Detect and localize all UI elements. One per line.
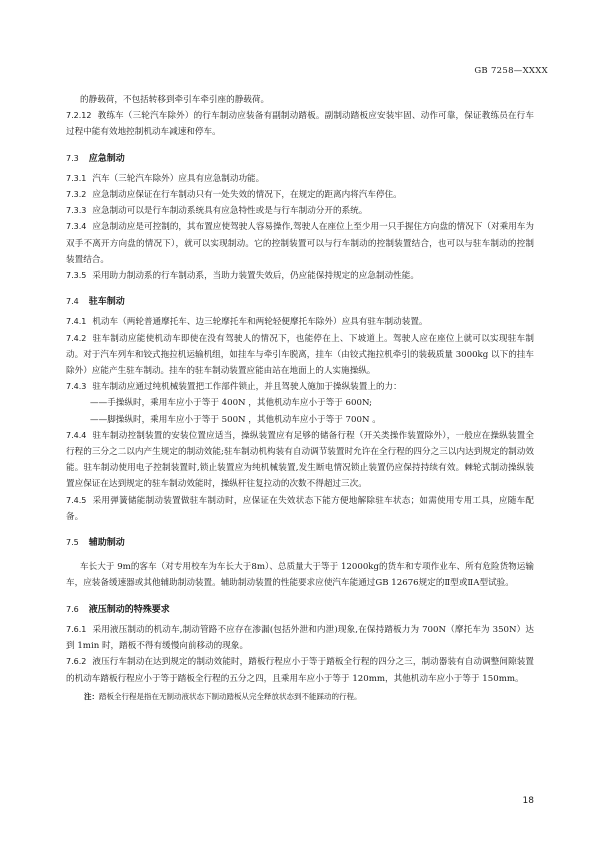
section-title: 液压制动的特殊要求 bbox=[88, 604, 170, 615]
page-number: 18 bbox=[522, 796, 534, 806]
note bbox=[84, 691, 534, 703]
clause-text: 采用助力制动系的行车制动系，当助力装置失效后，仍应能保持规定的应急制动性能。 bbox=[92, 271, 419, 282]
section-heading bbox=[66, 294, 534, 310]
section-heading bbox=[66, 535, 534, 551]
standard-code: GB 7258—XXXX bbox=[474, 66, 548, 76]
section-title: 应急制动 bbox=[88, 153, 125, 164]
clause-paragraph bbox=[66, 493, 534, 525]
clause-text: 应急制动应保证在行车制动只有一处失效的情况下，在规定的距离内将汽车停住。 bbox=[92, 190, 402, 201]
clause-paragraph bbox=[66, 203, 534, 219]
clause-number: 7.4.4 bbox=[66, 430, 87, 440]
section-heading bbox=[66, 151, 534, 167]
clause-paragraph bbox=[66, 428, 534, 493]
clause-number: 7.6.2 bbox=[66, 657, 87, 667]
clause-number: 7.4.5 bbox=[66, 495, 87, 505]
section-number: 7.4 bbox=[66, 297, 79, 307]
clause-text: 采用液压制动的机动车,制动管路不应存在渗漏(包括外泄和内泄)现象,在保持踏板力为 700N（摩托车为 350N）达到 1min 时，踏板不得有缓慢向前移动的现象。 bbox=[66, 624, 534, 652]
clause-text: 机动车（两轮普通摩托车、边三轮摩托车和两轮轻便摩托车除外）应具有驻车制动装置。 bbox=[92, 317, 428, 328]
clause-text: 应急制动应是可控制的，其布置应使驾驶人容易操作,驾驶人在座位上至少用一只手握住方向盘的情况下（对乘用车为双手不离开方向盘的情况下），就可以实现制动。它的控制装置可以与行车制动的控制装置结合，也可以与驻车制动的控制装置结合。 bbox=[66, 222, 534, 265]
clause-paragraph bbox=[66, 187, 534, 203]
clause-text: 液压行车制动在达到规定的制动效能时，踏板行程应小于等于踏板全行程的四分之三，制动器装有自动调整间隙装置的机动车踏板行程应小于等于踏板全行程的五分之四，且乘用车应小于等于 120mm，其他机动车应小于等于 150mm。 bbox=[66, 657, 534, 684]
note-text: 踏板全行程是指在无制动液状态下制动踏板从完全释放状态到不能踩动的行程。 bbox=[99, 691, 362, 701]
clause-paragraph bbox=[66, 379, 534, 395]
clause-text: 驻车制动应能使机动车即使在没有驾驶人的情况下，也能停在上、下坡道上。驾驶人应在座位上就可以实现驻车制动。对于汽车列车和铰式拖拉机运输机组，如挂车与牵引车脱离，挂车（由铰式拖拉机牵引的装载质量 3000kg 以下的挂车除外）应能产生驻车制动。挂车的驻车制动装置应能由站在地面上的人实施操纵。 bbox=[66, 333, 534, 377]
list-item: ——手操纵时，乘用车应小于等于 400N ，其他机动车应小于等于 600N; bbox=[90, 398, 373, 409]
clause-text: 应急制动可以是行车制动系统具有应急特性或是与行车制动分开的系统。 bbox=[92, 206, 368, 217]
clause-number: 7.4.2 bbox=[66, 333, 87, 343]
clause-text: 教练车（三轮汽车除外）的行车制动应装备有副制动踏板。副制动踏板应安装牢固、动作可靠，保证教练员在行车过程中能有效地控制机动车减速和停车。 bbox=[66, 111, 534, 138]
clause-paragraph bbox=[66, 314, 534, 330]
clause-number: 7.3.2 bbox=[66, 190, 87, 200]
clause-text: 采用弹簧储能制动装置做驻车制动时，应保证在失效状态下能方便地解除驻车状态；如需使用专用工具，应随车配备。 bbox=[66, 495, 534, 522]
section-title: 辅助制动 bbox=[88, 538, 125, 549]
clause-paragraph bbox=[66, 92, 534, 108]
section-title: 驻车制动 bbox=[88, 297, 125, 308]
clause-paragraph bbox=[66, 654, 534, 686]
clause-text: 驻车制动控制装置的安装位置应适当，操纵装置应有足够的储备行程（开关类操作装置除外），一般应在操纵装置全行程的三分之二以内产生规定的制动效能;驻车制动机构装有自动调节装置时允许在全行程的四分之三以内达到规定的制动效能。驻车制动使用电子控制装置时,锁止装置应为纯机械装置,发生断电情况锁止装置仍应保持持续有效。棘轮式制动操纵装置应保证在达到规定的驻车制动效能时，操纵杆往复拉动的次数不得超过三次。 bbox=[66, 430, 534, 490]
clause-number: 7.2.12 bbox=[66, 111, 92, 121]
clause-paragraph bbox=[66, 219, 534, 268]
list-item: ——脚操纵时，乘用车应小于等于 500N ，其他机动车应小于等于 700N 。 bbox=[90, 414, 381, 425]
clause-text: 车长大于 9m的客车（对专用校车为车长大于8m）、总质量大于等于 12000kg的货车和专项作业车、所有危险货物运输车，应装备缓速器或其他辅助制动装置。辅助制动装置的性能要求应使汽车能通过GB 12676规定的Ⅱ型或ⅡA型试验。 bbox=[66, 562, 534, 589]
page-content bbox=[66, 92, 534, 703]
clause-text: 的静载荷，不包括转移到牵引车牵引座的静载荷。 bbox=[80, 95, 270, 105]
clause-paragraph bbox=[66, 108, 534, 140]
clause-paragraph bbox=[66, 622, 534, 654]
clause-paragraph bbox=[66, 559, 534, 591]
clause-text: 汽车（三轮汽车除外）应具有应急制动功能。 bbox=[92, 173, 265, 184]
section-number: 7.6 bbox=[66, 604, 79, 614]
clause-text: 驻车制动应通过纯机械装置把工作部件锁止，并且驾驶人施加于操纵装置上的力： bbox=[92, 382, 402, 393]
section-heading bbox=[66, 602, 534, 618]
section-number: 7.5 bbox=[66, 538, 79, 548]
note-label: 注： bbox=[84, 691, 99, 701]
section-number: 7.3 bbox=[66, 153, 79, 163]
clause-number: 7.4.3 bbox=[66, 382, 87, 392]
clause-paragraph bbox=[66, 331, 534, 380]
clause-paragraph bbox=[66, 268, 534, 284]
clause-number: 7.4.1 bbox=[66, 317, 87, 327]
clause-number: 7.6.1 bbox=[66, 624, 87, 634]
clause-number: 7.3.1 bbox=[66, 173, 87, 183]
clause-number: 7.3.3 bbox=[66, 206, 87, 216]
clause-paragraph bbox=[66, 171, 534, 187]
clause-number: 7.3.4 bbox=[66, 222, 87, 232]
clause-number: 7.3.5 bbox=[66, 271, 87, 281]
